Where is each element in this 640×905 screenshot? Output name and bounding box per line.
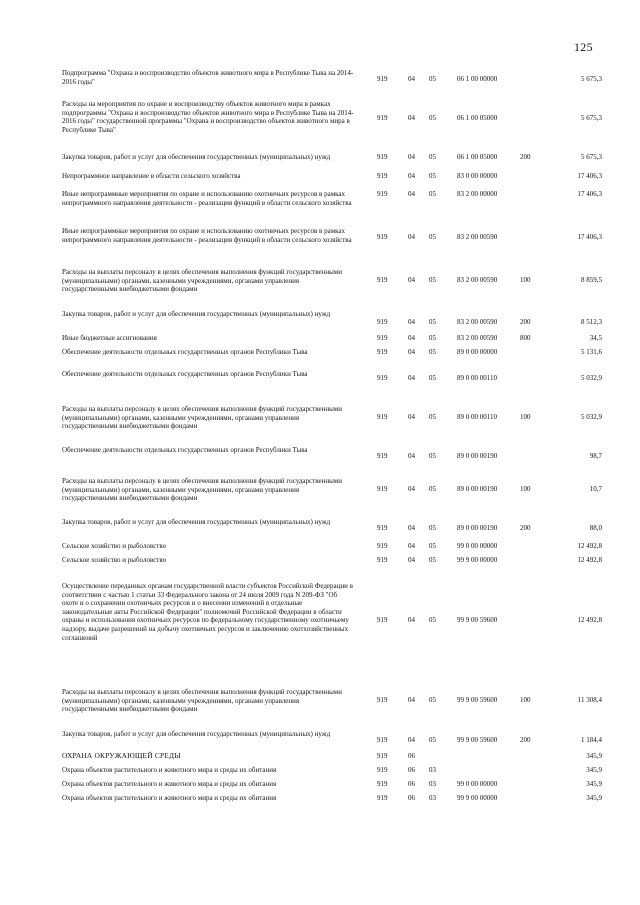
row-description: Охрана объектов растительного и животного мира и среды их обитания [62, 766, 277, 774]
section-code: 04 [408, 172, 415, 180]
section-code: 04 [408, 114, 415, 122]
section-code: 04 [408, 616, 415, 624]
target-article-code: 83 2 00 00590 [457, 233, 498, 241]
section-code: 04 [408, 524, 415, 532]
ministry-code: 919 [377, 318, 388, 326]
subsection-code: 03 [429, 794, 436, 802]
target-article-code: 99 0 00 00000 [457, 542, 498, 550]
section-code: 04 [408, 413, 415, 421]
section-code: 04 [408, 556, 415, 564]
ministry-code: 919 [377, 696, 388, 704]
subsection-code: 05 [429, 348, 436, 356]
row-description: Подпрограмма "Охрана и воспроизводство объектов животного мира в Республике Тыва на 2014-2016 годы" [62, 69, 354, 86]
amount-value: 5 675,3 [581, 153, 602, 161]
subsection-code: 03 [429, 766, 436, 774]
row-description: Обеспечение деятельности отдельных государственных органов Республики Тыва [62, 348, 308, 356]
amount-value: 17 406,3 [577, 172, 602, 180]
target-article-code: 89 0 00 00190 [457, 524, 498, 532]
ministry-code: 919 [377, 348, 388, 356]
target-article-code: 06 1 00 05000 [457, 114, 498, 122]
expense-type-code: 100 [520, 485, 531, 493]
subsection-code: 05 [429, 452, 436, 460]
row-description: Иные непрограммные мероприятия по охране и использованию охотничьих ресурсов в рамках непрограммного направления деятельности - реализация функций в области сельского хозяйства [62, 190, 352, 207]
ministry-code: 919 [377, 233, 388, 241]
row-description: Закупка товаров, работ и услуг для обеспечения государственных (муниципальных) нужд [62, 310, 331, 318]
row-description: Закупка товаров, работ и услуг для обеспечения государственных (муниципальных) нужд [62, 518, 331, 526]
ministry-code: 919 [377, 616, 388, 624]
ministry-code: 919 [377, 766, 388, 774]
amount-value: 345,9 [586, 766, 602, 774]
row-description: Сельское хозяйство и рыболовство [62, 542, 167, 550]
subsection-code: 05 [429, 114, 436, 122]
section-code: 04 [408, 190, 415, 198]
target-article-code: 99 0 00 00000 [457, 780, 498, 788]
ministry-code: 919 [377, 485, 388, 493]
section-code: 04 [408, 276, 415, 284]
amount-value: 11 308,4 [577, 696, 602, 704]
amount-value: 345,9 [586, 794, 602, 802]
target-article-code: 89 0 00 00110 [457, 413, 497, 421]
section-code: 04 [408, 348, 415, 356]
ministry-code: 919 [377, 334, 388, 342]
amount-value: 5 131,6 [581, 348, 602, 356]
target-article-code: 89 0 00 00110 [457, 374, 497, 382]
section-code: 04 [408, 542, 415, 550]
ministry-code: 919 [377, 794, 388, 802]
target-article-code: 83 2 00 00590 [457, 318, 498, 326]
row-description: Расходы на выплаты персоналу в целях обеспечения выполнения функций государственными (муниципальными) органами, казенными учреждениями, органами управления государственными внебюджетными фондами [62, 477, 342, 503]
section-code: 04 [408, 374, 415, 382]
amount-value: 34,5 [589, 334, 602, 342]
target-article-code: 89 0 00 00000 [457, 348, 498, 356]
amount-value: 88,0 [589, 524, 602, 532]
section-code: 04 [408, 233, 415, 241]
subsection-code: 05 [429, 696, 436, 704]
subsection-code: 05 [429, 334, 436, 342]
amount-value: 5 675,3 [581, 75, 602, 83]
target-article-code: 89 0 00 00190 [457, 485, 498, 493]
subsection-code: 05 [429, 276, 436, 284]
row-description: ОХРАНА ОКРУЖАЮЩЕЙ СРЕДЫ [62, 751, 181, 760]
ministry-code: 919 [377, 452, 388, 460]
ministry-code: 919 [377, 374, 388, 382]
row-description: Сельское хозяйство и рыболовство [62, 556, 167, 564]
row-description: Иные непрограммные мероприятия по охране и использованию охотничьих ресурсов в рамках непрограммного направления деятельности - реализация функций в области сельского хозяйства [62, 227, 352, 244]
subsection-code: 05 [429, 485, 436, 493]
expense-type-code: 100 [520, 276, 531, 284]
subsection-code: 03 [429, 780, 436, 788]
section-code: 04 [408, 452, 415, 460]
ministry-code: 919 [377, 524, 388, 532]
ministry-code: 919 [377, 172, 388, 180]
amount-value: 10,7 [589, 485, 602, 493]
ministry-code: 919 [377, 752, 388, 760]
row-description: Охрана объектов растительного и животного мира и среды их обитания [62, 794, 277, 802]
section-code: 06 [408, 780, 415, 788]
ministry-code: 919 [377, 556, 388, 564]
target-article-code: 89 0 00 00190 [457, 452, 498, 460]
target-article-code: 06 1 00 05000 [457, 153, 498, 161]
subsection-code: 05 [429, 524, 436, 532]
amount-value: 5 032,9 [581, 413, 602, 421]
subsection-code: 05 [429, 233, 436, 241]
subsection-code: 05 [429, 736, 436, 744]
target-article-code: 99 9 00 59600 [457, 616, 498, 624]
ministry-code: 919 [377, 114, 388, 122]
expense-type-code: 800 [520, 334, 531, 342]
section-code: 04 [408, 696, 415, 704]
section-code: 06 [408, 794, 415, 802]
target-article-code: 83 2 00 00590 [457, 276, 498, 284]
subsection-code: 05 [429, 75, 436, 83]
row-description: Осуществление переданных органам государственной власти субъектов Российской Федерации в соответствии с частью 1 статьи 33 Федерального закона от 24 июля 2009 года N 209-ФЗ "Об охоте и о сохранении охотничьих ресурсов и о внесении изменений в отдельные законодательные акты Российской Федерации" полномочий Российской Федерации в области охраны и использования охотничьих ресурсов по федеральному государственному охотничьему надзору, выдаче разрешений на добычу охотничьих ресурсов и заключению охотхозяйственных соглашений [62, 582, 353, 642]
section-code: 04 [408, 334, 415, 342]
expense-type-code: 100 [520, 413, 531, 421]
section-code: 04 [408, 153, 415, 161]
row-description: Закупка товаров, работ и услуг для обеспечения государственных (муниципальных) нужд [62, 153, 331, 161]
amount-value: 1 184,4 [581, 736, 602, 744]
target-article-code: 83 2 00 00590 [457, 334, 498, 342]
target-article-code: 83 0 00 00000 [457, 172, 498, 180]
expense-type-code: 200 [520, 524, 531, 532]
amount-value: 17 406,3 [577, 233, 602, 241]
row-description: Расходы на выплаты персоналу в целях обеспечения выполнения функций государственными (муниципальными) органами, казенными учреждениями, органами управления государственными внебюджетными фондами [62, 268, 342, 294]
target-article-code: 99 9 00 59600 [457, 696, 498, 704]
expense-type-code: 200 [520, 736, 531, 744]
section-code: 04 [408, 485, 415, 493]
row-description: Охрана объектов растительного и животного мира и среды их обитания [62, 780, 277, 788]
row-description: Обеспечение деятельности отдельных государственных органов Республики Тыва [62, 446, 308, 454]
amount-value: 5 032,9 [581, 374, 602, 382]
section-code: 04 [408, 736, 415, 744]
row-description: Обеспечение деятельности отдельных государственных органов Республики Тыва [62, 370, 308, 378]
subsection-code: 05 [429, 542, 436, 550]
expense-type-code: 200 [520, 153, 531, 161]
row-description: Закупка товаров, работ и услуг для обеспечения государственных (муниципальных) нужд [62, 730, 331, 738]
page-number: 125 [574, 40, 593, 54]
section-code: 06 [408, 752, 415, 760]
ministry-code: 919 [377, 736, 388, 744]
subsection-code: 05 [429, 413, 436, 421]
ministry-code: 919 [377, 780, 388, 788]
amount-value: 5 675,3 [581, 114, 602, 122]
ministry-code: 919 [377, 542, 388, 550]
row-description: Расходы на выплаты персоналу в целях обеспечения выполнения функций государственными (муниципальными) органами, казенными учреждениями, органами управления государственными внебюджетными фондами [62, 688, 342, 714]
subsection-code: 05 [429, 153, 436, 161]
ministry-code: 919 [377, 276, 388, 284]
subsection-code: 05 [429, 374, 436, 382]
target-article-code: 06 1 00 00000 [457, 75, 498, 83]
section-code: 06 [408, 766, 415, 774]
row-description: Непрограммное направление в области сельского хозяйства [62, 172, 241, 180]
row-description: Иные бюджетные ассигнования [62, 334, 157, 342]
amount-value: 12 492,8 [577, 542, 602, 550]
ministry-code: 919 [377, 190, 388, 198]
subsection-code: 05 [429, 318, 436, 326]
subsection-code: 05 [429, 616, 436, 624]
amount-value: 12 492,8 [577, 616, 602, 624]
amount-value: 12 492,8 [577, 556, 602, 564]
amount-value: 98,7 [589, 452, 602, 460]
amount-value: 8 859,5 [581, 276, 602, 284]
expense-type-code: 100 [520, 696, 531, 704]
subsection-code: 05 [429, 556, 436, 564]
amount-value: 17 406,3 [577, 190, 602, 198]
ministry-code: 919 [377, 75, 388, 83]
amount-value: 8 512,3 [581, 318, 602, 326]
section-code: 04 [408, 75, 415, 83]
target-article-code: 99 9 00 00000 [457, 794, 498, 802]
subsection-code: 05 [429, 172, 436, 180]
target-article-code: 99 9 00 00000 [457, 556, 498, 564]
amount-value: 345,9 [586, 780, 602, 788]
ministry-code: 919 [377, 413, 388, 421]
target-article-code: 99 9 00 59600 [457, 736, 498, 744]
ministry-code: 919 [377, 153, 388, 161]
row-description: Расходы на выплаты персоналу в целях обеспечения выполнения функций государственными (муниципальными) органами, казенными учреждениями, органами управления государственными внебюджетными фондами [62, 405, 342, 431]
subsection-code: 05 [429, 190, 436, 198]
target-article-code: 83 2 00 00000 [457, 190, 498, 198]
row-description: Расходы на мероприятия по охране и воспроизводству объектов животного мира в рамках подпрограммы "Охрана и воспроизводство объектов животного мира в Республике Тыва на 2014-2016 годы" государственной программы "Охрана и воспроизводство объектов животного мира в Республике Тыва" [62, 100, 354, 134]
section-code: 04 [408, 318, 415, 326]
expense-type-code: 200 [520, 318, 531, 326]
amount-value: 345,9 [586, 752, 602, 760]
